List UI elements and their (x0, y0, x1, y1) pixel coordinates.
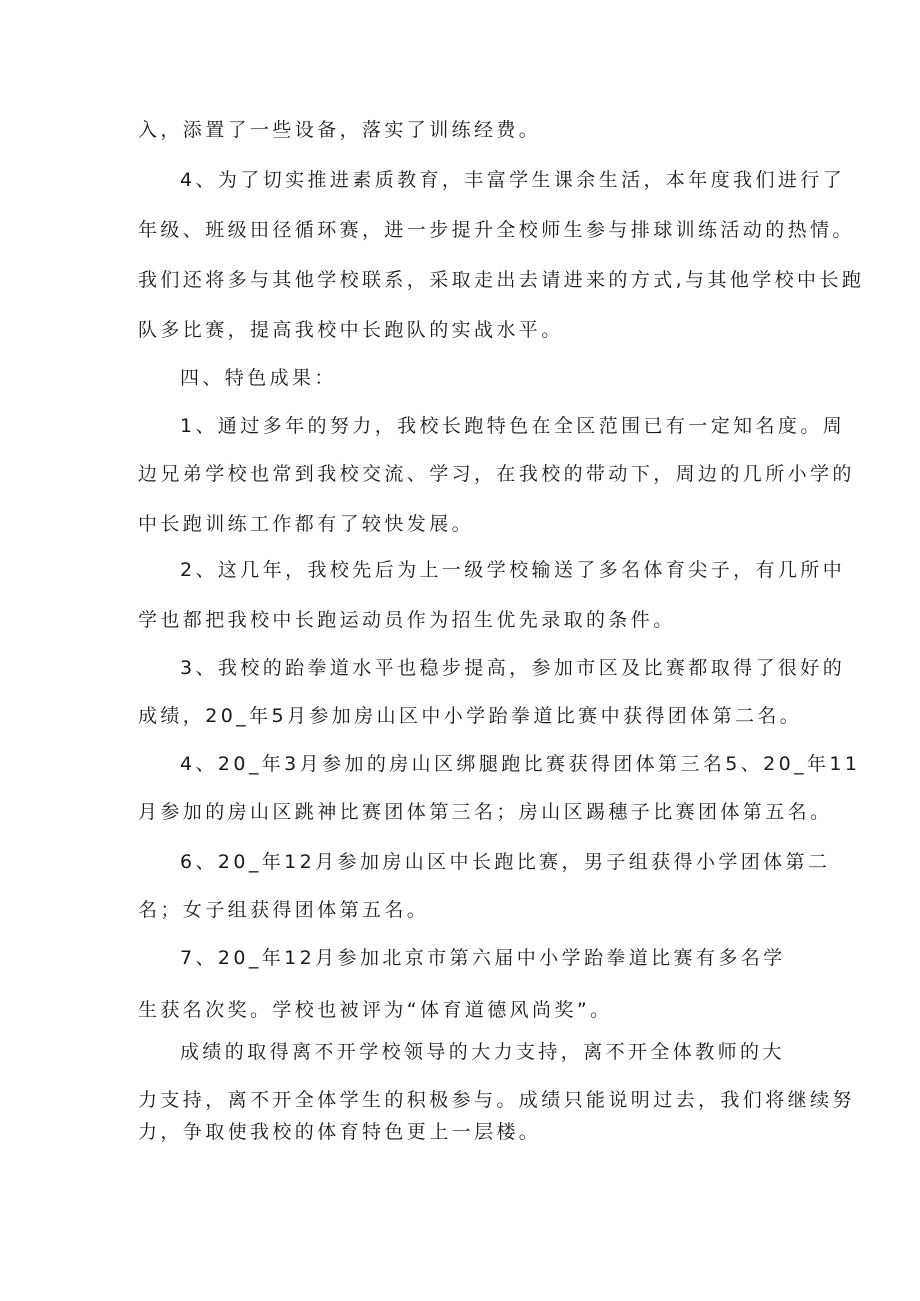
text-line: 6、20_年12月参加房山区中长跑比赛，男子组获得小学团体第二 (180, 851, 831, 873)
text-line: 队多比赛，提高我校中长跑队的实战水平。 (138, 319, 564, 341)
text-line: 我们还将多与其他学校联系，采取走出去请进来的方式,与其他学校中长跑 (138, 269, 865, 291)
text-line: 力，争取使我校的体育特色更上一层楼。 (138, 1121, 542, 1143)
text-line: 4、20_年3月参加的房山区绑腿跑比赛获得团体第三名5、20_年11 (180, 753, 861, 775)
text-line: 1、通过多年的努力，我校长跑特色在全区范围已有一定知名度。周 (180, 415, 846, 437)
text-line: 2、这几年，我校先后为上一级学校输送了多名体育尖子，有几所中 (180, 559, 846, 581)
text-line: 月参加的房山区跳神比赛团体第三名；房山区踢穗子比赛团体第五名。 (138, 801, 833, 823)
text-line: 边兄弟学校也常到我校交流、学习，在我校的带动下，周边的几所小学的 (138, 463, 855, 485)
text-line: 成绩，20_年5月参加房山区中小学跆拳道比赛中获得团体第二名。 (138, 705, 803, 727)
text-line: 学也都把我校中长跑运动员作为招生优先录取的条件。 (138, 609, 676, 631)
text-line: 4、为了切实推进素质教育，丰富学生课余生活，本年度我们进行了 (180, 169, 846, 191)
section-heading: 四、特色成果： (180, 367, 337, 389)
text-line: 7、20_年12月参加北京市第六届中小学跆拳道比赛有多名学 (180, 947, 786, 969)
text-line: 入，添置了一些设备，落实了训练经费。 (138, 119, 542, 141)
text-line: 力支持，离不开全体学生的积极参与。成绩只能说明过去，我们将继续努 (138, 1089, 855, 1111)
text-line: 名；女子组获得团体第五名。 (138, 899, 430, 921)
text-line: 中长跑训练工作都有了较快发展。 (138, 513, 475, 535)
text-line: 3、我校的跆拳道水平也稳步提高，参加市区及比赛都取得了很好的 (180, 657, 846, 679)
text-line: 年级、班级田径循环赛，进一步提升全校师生参与排球训练活动的热情。 (138, 219, 855, 241)
text-line: 生获名次奖。学校也被评为“体育道德风尚奖”。 (138, 999, 613, 1021)
text-line: 成绩的取得离不开学校领导的大力支持，离不开全体教师的大 (180, 1041, 785, 1063)
